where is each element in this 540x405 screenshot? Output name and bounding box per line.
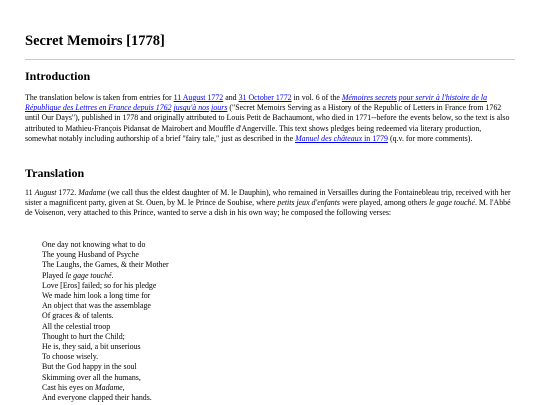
intro-text: ("Secret Memoirs Serving as a History of the Republic of Letters in France from 1762 until Our Days"), published in 1778 and originally attributed to Louis Petit de Bachaumont, who died in 1771--before the events below, so the text is also attributed to Mathieu-François Pidansat de Mairobert and Mouffle d'Angerville. This text shows pledges being redeemed via literary production, somewhat notably including authorship of a brief "fairy tale," just as described in the — [25, 103, 510, 143]
translation-text: were played, among others — [339, 198, 429, 208]
intro-text: and — [223, 93, 239, 102]
poem-verses — [42, 240, 342, 403]
link-31-october-1772[interactable]: 31 October 1772 — [238, 93, 292, 102]
poem-line: The young Husband of Psyche — [42, 250, 139, 260]
translation-paragraph — [25, 188, 513, 219]
poem-text: Cast his eyes on — [42, 382, 96, 392]
poem-line — [42, 271, 342, 281]
poem-text: , — [122, 382, 125, 392]
poem-line: The Laughs, the Games, & their Mother — [42, 260, 169, 270]
poem-line: Skimming over all the humans, — [42, 372, 141, 382]
poem-line: He is, they said, a bit unserious — [42, 342, 141, 352]
link-memoires-title: Mémoires secrets pour servir à l'histoire de la République des Lettres en France depuis 1762 — [25, 93, 488, 113]
intro-text: in vol. 6 of the — [291, 93, 342, 102]
translation-text: (we call thus the eldest daughter of M. le Dauphin), who remained in Versailles during the Fontainebleau trip, received with her sister a magnificent party, given at St. Ouen, by M. le Prince de Soubise, where — [25, 188, 511, 208]
poem-line — [42, 383, 342, 393]
link-jusqua-nos[interactable] — [174, 103, 210, 112]
poem-line: Of graces & of talents. — [42, 311, 114, 321]
translation-italic: August — [34, 188, 57, 197]
translation-text: 1772. — [56, 188, 79, 197]
link-jours-text: jours — [211, 103, 228, 113]
poem-line: But the God happy in the soul — [42, 362, 137, 372]
link-manuel-des-chateaux[interactable] — [295, 134, 388, 143]
link-jusqua-nos-text: jusqu'à nos — [173, 103, 210, 113]
translation-heading: Translation — [25, 166, 85, 180]
poem-text: Played — [42, 270, 66, 280]
link-11-august-1772[interactable]: 11 August 1772 — [173, 93, 224, 102]
poem-line: To choose wisely. — [42, 352, 99, 362]
translation-text: . M. l'Abbé de Voisenon, very attached to this Prince, wanted to serve a dish in his own way; he composed the following verses: — [25, 198, 511, 218]
poem-line: We made him look a long time for — [42, 291, 151, 301]
introduction-heading: Introduction — [25, 69, 91, 83]
link-manuel-title: Manuel des châteaux — [295, 133, 363, 143]
poem-italic: Madame — [95, 382, 123, 392]
translation-italic: Madame — [78, 188, 106, 197]
poem-line: And everyone clapped their hands. — [42, 393, 152, 403]
poem-line: One day not knowing what to do — [42, 240, 146, 249]
poem-text: . — [111, 270, 114, 280]
translation-italic: petits jeux d'enfants — [277, 198, 340, 208]
poem-line: Love [Eros] failed; so for his pledge — [42, 280, 157, 290]
link-jours[interactable] — [211, 103, 227, 112]
poem-italic: le gage touché — [65, 270, 112, 280]
page-title: Secret Memoirs [1778] — [25, 33, 165, 49]
link-manuel-year: in 1779 — [362, 133, 388, 143]
intro-text: The translation below is taken from entries for — [25, 93, 174, 102]
introduction-paragraph — [25, 93, 513, 144]
poem-line: All the celestial troop — [42, 321, 111, 331]
translation-text: 11 — [25, 188, 35, 197]
intro-text: (q.v. for more comments). — [388, 133, 473, 143]
title-divider — [25, 59, 515, 60]
poem-line: An object that was the assemblage — [42, 301, 151, 311]
translation-italic: le gage touché — [428, 198, 475, 208]
poem-line: Thought to hurt the Child; — [42, 331, 125, 341]
